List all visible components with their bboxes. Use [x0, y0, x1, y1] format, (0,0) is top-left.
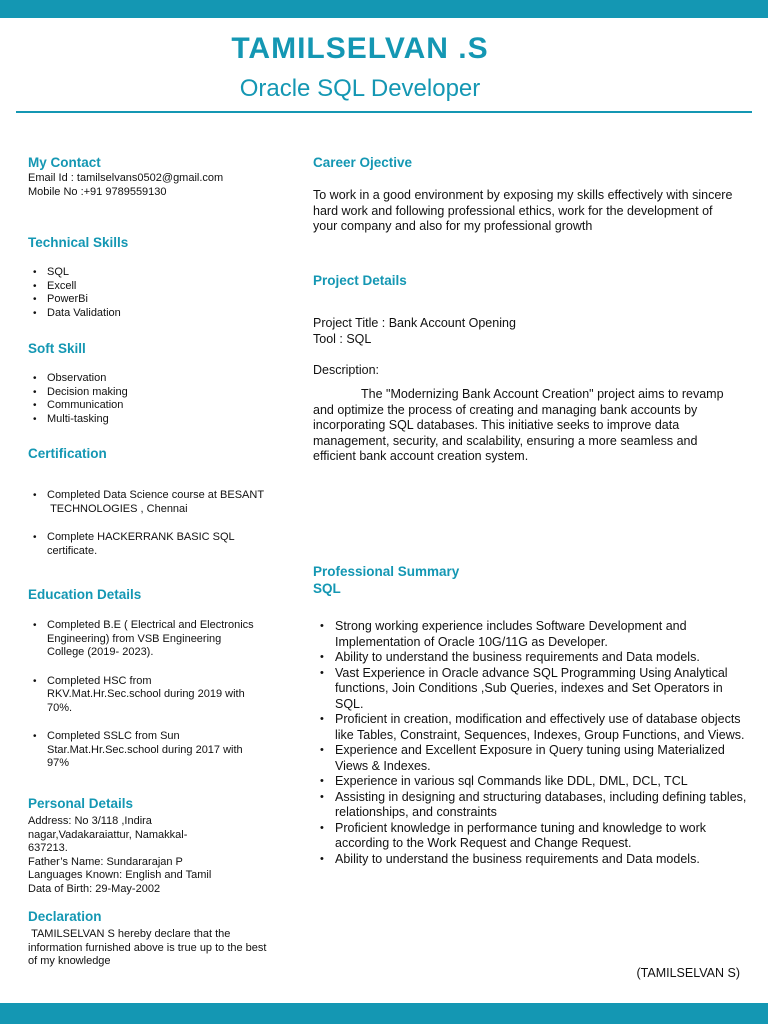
certification-list — [28, 489, 268, 558]
list-item: • Communication — [28, 399, 268, 413]
list-item: • Observation — [28, 372, 268, 386]
list-item: • PowerBi — [28, 293, 268, 307]
contact-heading: My Contact — [28, 155, 101, 170]
list-item: • Ability to understand the business requirements and Data models. — [314, 650, 750, 666]
list-item: • Completed SSLC from Sun Star.Mat.Hr.Sec.school during 2017 with 97% — [28, 730, 258, 771]
professional-summary-heading: Professional Summary — [313, 564, 460, 579]
list-item: • Experience and Excellent Exposure in Query tuning using Materialized Views & Indexes. — [314, 743, 750, 774]
personal-languages: Languages Known: English and Tamil — [28, 869, 212, 881]
list-item: • Proficient in creation, modification and effectively use of database objects like Tables, Constraint, Sequences, Indexes, Group Functions, and Views. — [314, 712, 750, 743]
project-details-heading: Project Details — [313, 273, 407, 288]
contact-mobile: Mobile No :+91 9789559130 — [28, 185, 167, 198]
project-title: Project Title : Bank Account Opening — [313, 316, 516, 330]
personal-father-name: Father’s Name: Sundararajan P — [28, 855, 183, 868]
signature: (TAMILSELVAN S) — [636, 966, 740, 980]
declaration-text: TAMILSELVAN S hereby declare that the information furnished above is true up to the best of my knowledge — [28, 928, 270, 967]
personal-address: Address: No 3/118 ,Indira nagar,Vadakaraiattur, Namakkal- 637213. — [28, 815, 188, 854]
list-item: • SQL — [28, 266, 268, 280]
candidate-name: TAMILSELVAN .S — [231, 32, 489, 65]
job-title: Oracle SQL Developer — [239, 75, 481, 102]
top-accent-bar — [0, 0, 768, 18]
list-item: • Data Validation — [28, 307, 268, 321]
professional-summary-list — [314, 619, 750, 867]
list-item: • Proficient knowledge in performance tuning and knowledge to work according to the Work Request and Change Request. — [314, 821, 750, 852]
declaration-heading: Declaration — [28, 909, 102, 924]
project-description-label: Description: — [313, 363, 379, 377]
career-objective-heading: Career Ojective — [313, 155, 413, 170]
project-description: The "Modernizing Bank Account Creation" project aims to revamp and optimize the process of creating and managing bank accounts by incorporating SQL databases. This initiative seeks to improve data management, security, and scalability, ensuring a more seamless and efficient bank account creation system. — [313, 387, 724, 463]
list-item: • Excell — [28, 280, 268, 294]
list-item: • Multi-tasking — [28, 413, 268, 427]
list-item: • Ability to understand the business requirements and Data models. — [314, 852, 750, 868]
project-tool: Tool : SQL — [313, 332, 372, 346]
soft-skill-list — [28, 372, 268, 426]
list-item: • Experience in various sql Commands like DDL, DML, DCL, TCL — [314, 774, 750, 790]
contact-email: Email Id : tamilselvans0502@gmail.com — [28, 172, 224, 184]
career-objective-text: To work in a good environment by exposing my skills effectively with sincere hard work and following professional ethics, work for the development of your company and also for my professional growth — [313, 188, 733, 233]
technical-skills-list — [28, 266, 268, 320]
education-list — [28, 619, 258, 771]
technical-skills-heading: Technical Skills — [28, 235, 129, 250]
list-item: • Completed Data Science course at BESANT TECHNOLOGIES , Chennai — [28, 489, 268, 516]
header-divider — [16, 111, 752, 113]
list-item: • Complete HACKERRANK BASIC SQL certificate. — [28, 531, 268, 558]
professional-summary-subheading: SQL — [313, 581, 341, 596]
list-item: • Completed HSC from RKV.Mat.Hr.Sec.school during 2019 with 70%. — [28, 675, 258, 716]
list-item: • Assisting in designing and structuring databases, including defining tables, relationships, and constraints — [314, 790, 750, 821]
list-item: • Vast Experience in Oracle advance SQL Programming Using Analytical functions, Join Conditions ,Sub Queries, indexes and Set Operators in SQL. — [314, 666, 750, 713]
soft-skill-heading: Soft Skill — [28, 341, 86, 356]
education-heading: Education Details — [28, 587, 142, 602]
certification-heading: Certification — [28, 446, 107, 461]
bottom-accent-bar — [0, 1003, 768, 1024]
list-item: • Decision making — [28, 386, 268, 400]
personal-dob: Data of Birth: 29-May-2002 — [28, 882, 161, 895]
list-item: • Completed B.E ( Electrical and Electronics Engineering) from VSB Engineering College (2019- 2023). — [28, 619, 258, 660]
personal-details-heading: Personal Details — [28, 796, 134, 811]
list-item: • Strong working experience includes Software Development and Implementation of Oracle 10G/11G as Developer. — [314, 619, 750, 650]
